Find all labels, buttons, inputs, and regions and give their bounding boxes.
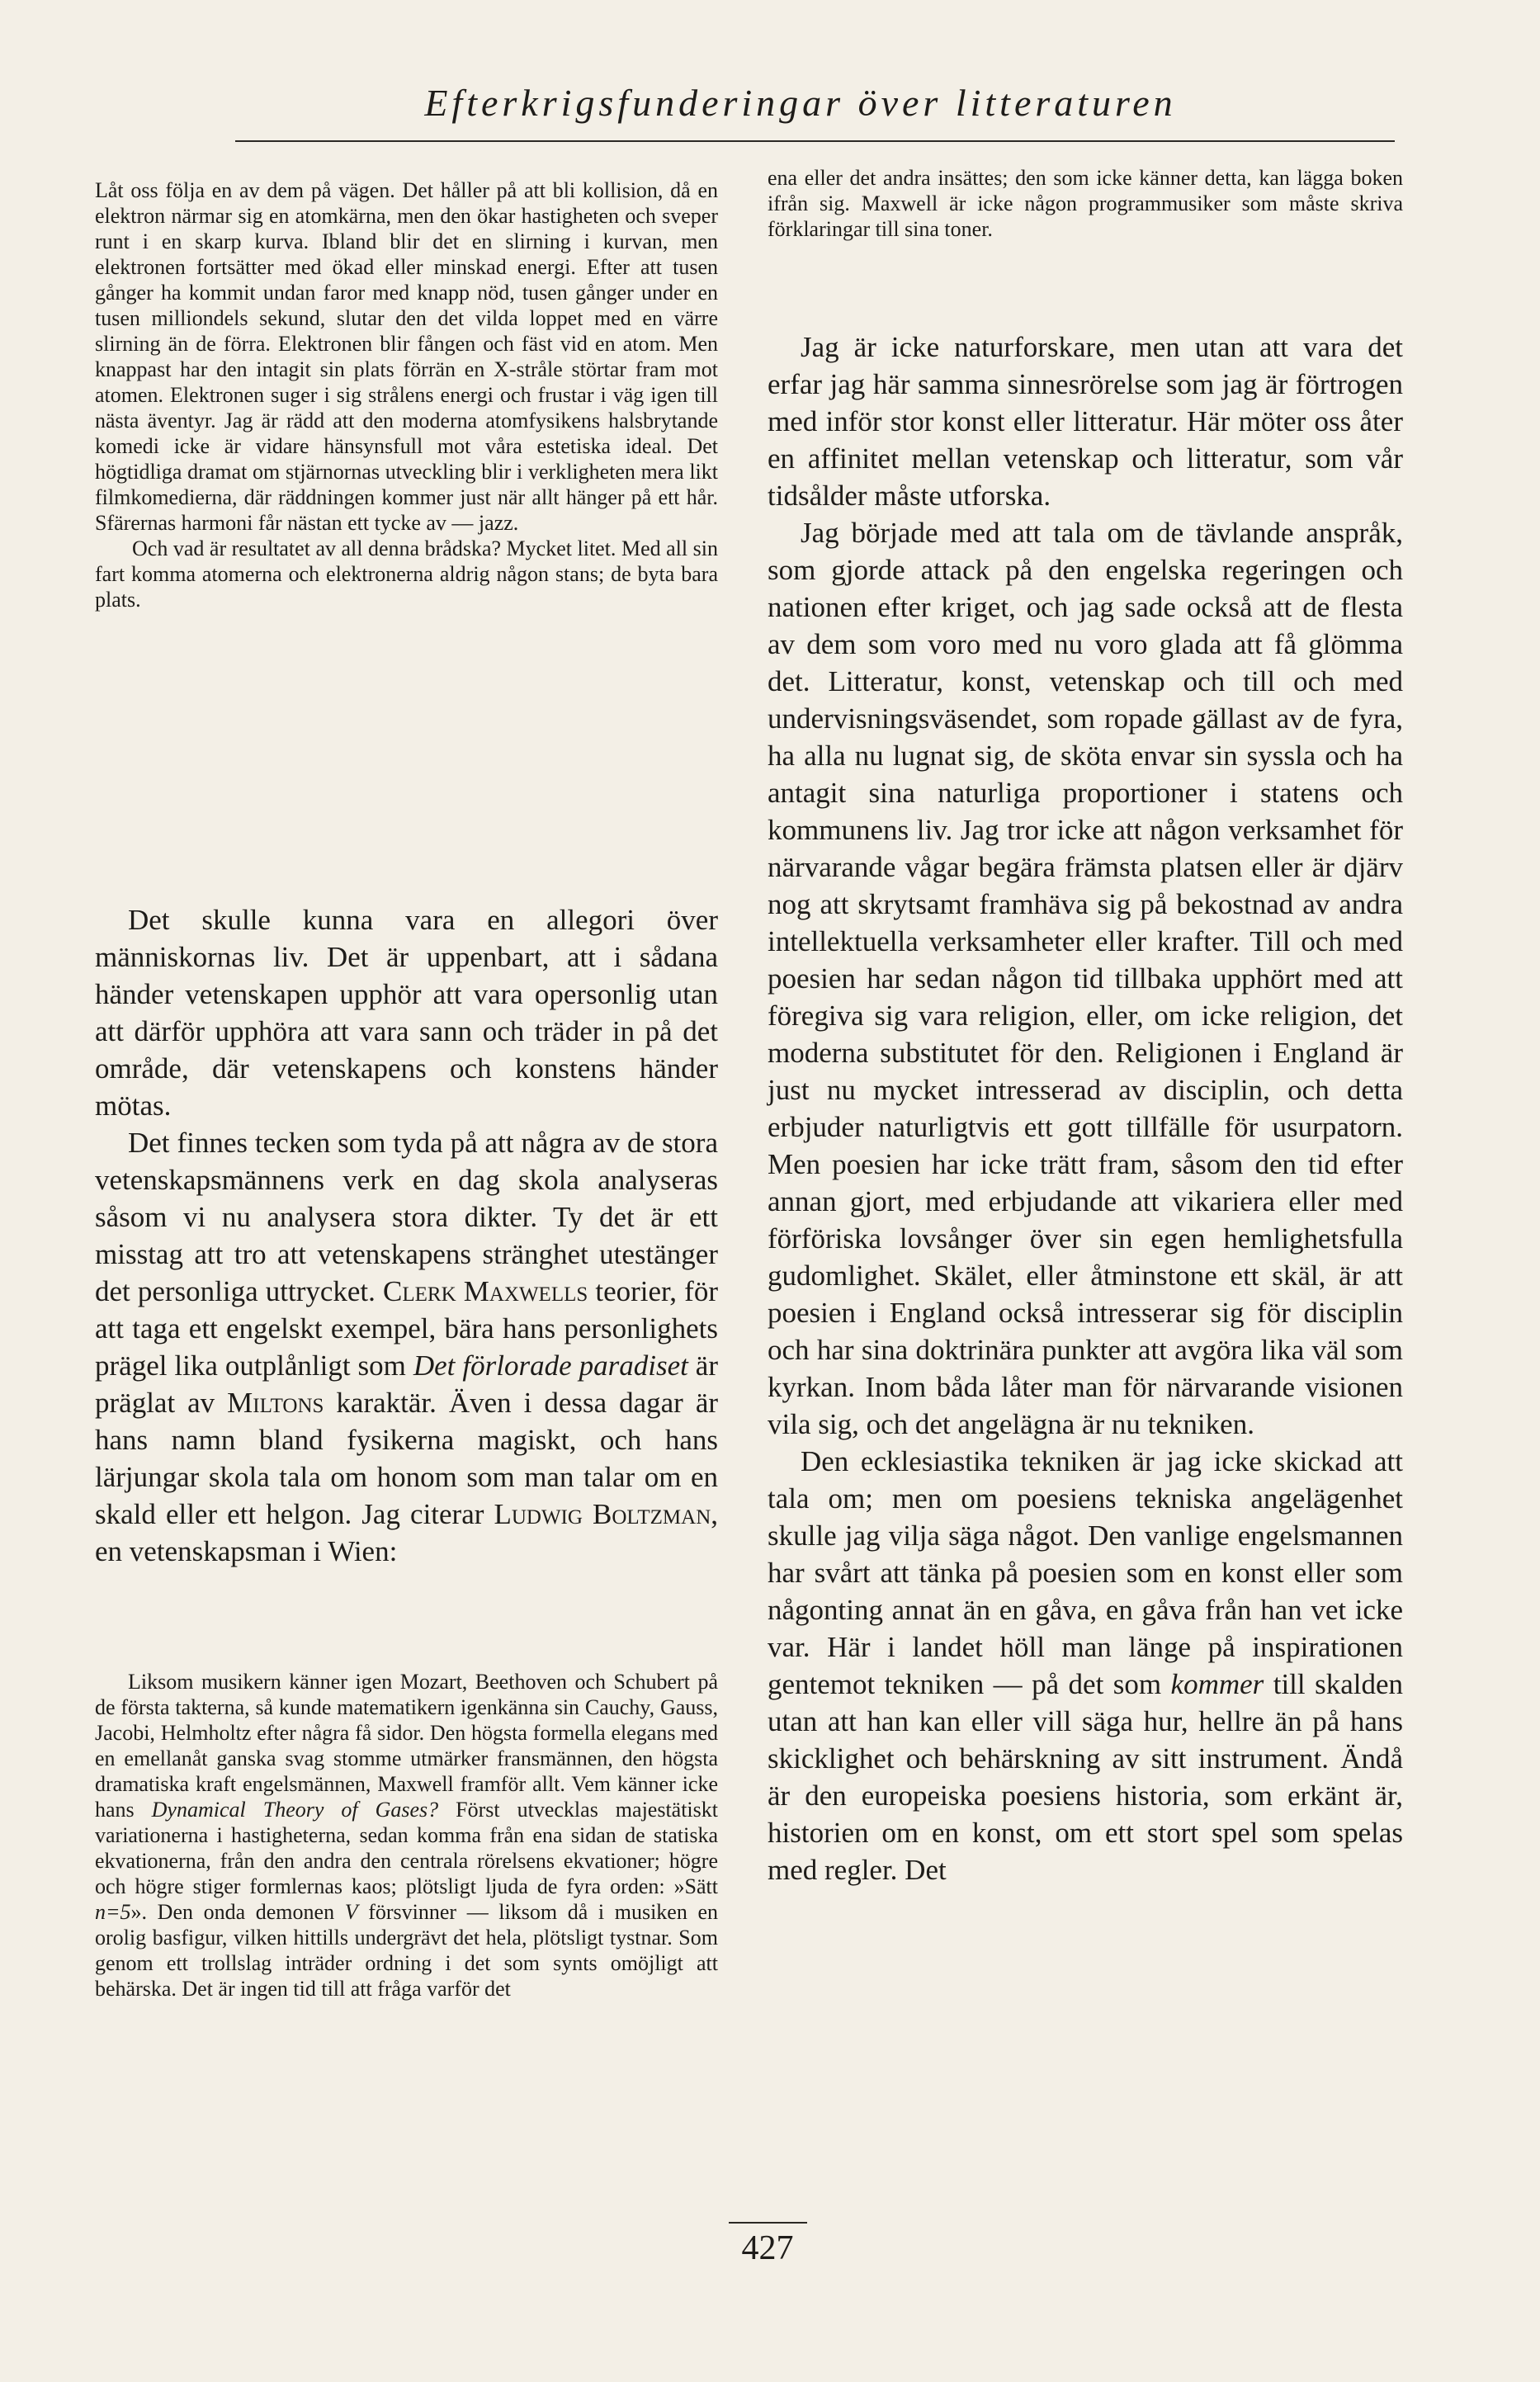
text-run: ». Den onda demonen <box>130 1900 345 1924</box>
text-run: karaktär. Även i dessa dagar är hans namn bland fysikerna magiskt, och hans lärjungar skola tala om honom som man talar om en skald eller ett helgon. Jag citerar <box>95 1387 719 1530</box>
paragraph: Och vad är resultatet av all denna brådska? Mycket litet. Med all sin fart komma atomerna och elektronerna aldrig någon stans; de byta bara plats. <box>95 536 718 612</box>
block-quote <box>95 1669 718 2002</box>
author-name: Clerk Maxwells <box>383 1275 588 1307</box>
footer-rule <box>729 2222 807 2224</box>
book-title: Dynamical Theory of Gases? <box>151 1798 439 1822</box>
variable: V <box>344 1900 358 1924</box>
text-run: är präglat av <box>95 1349 719 1419</box>
author-name: Ludwig Boltzman <box>494 1498 711 1530</box>
book-title: Det förlorade paradiset <box>413 1349 688 1382</box>
emphasis: kommer <box>1170 1668 1264 1700</box>
text-run: Det finnes tecken som tyda på att några av de stora vetenskapsmännens verk en dag skola analyseras såsom vi nu analysera stora dikter. Ty det är ett misstag att tro att vetenskapens stränghet utestänger det personliga uttrycket. <box>95 1127 718 1307</box>
text-run: Först utvecklas majestätiskt variationerna i hastigheterna, sedan komma från ena sidan de statiska ekvationerna, från den andra den centrala rörelsens ekvationer; högre och högre stiger formlernas kaos; plötsligt ljuda de fyra orden: »Sätt <box>95 1798 719 1898</box>
paragraph: Låt oss följa en av dem på vägen. Det håller på att bli kollision, då en elektron närmar sig en atomkärna, men den ökar hastigheten och sveper runt i en skarp kurva. Ibland blir det en slirning i kurvan, men elektronen fortsätter med ökad eller minskad energi. Efter att tusen gånger ha kommit undan faror med knapp nöd, tusen gånger under en tusen milliondels sekund, slutar den det vilda loppet med en värre slirning än de förra. Elektronen blir fången och fäst vid en atom. Men knappast har den intagit sin plats förrän en X-stråle störtar fram mot atomen. Elektronen suger i sig strålens energi och frustar i väg igen till nästa äventyr. Jag är rädd att den moderna atomfysikens halsbrytande komedi icke är vidare hänsynsfull mot våra estetiska ideal. Det högtidliga dramat om stjärnornas utveckling blir i verkligheten mera likt filmkomedierna, där räddningen kommer just när allt hänger på ett hår. Sfärernas harmoni får nästan ett tycke av — jazz. <box>95 178 718 535</box>
text-run: Liksom musikern känner igen Mozart, Beethoven och Schubert på de första takterna, så kunde matematikern igenkänna sin Cauchy, Gauss, Jacobi, Helmholtz efter några få sidor. Den högsta formella elegans med en emellanåt ganska svag stomme utmärker fransmännen, den högsta dramatiska kraft engelsmännen, Maxwell framför allt. Vem känner icke hans <box>95 1670 718 1822</box>
paragraph: Jag började med att tala om de tävlande anspråk, som gjorde attack på den engelska regeringen och nationen efter kriget, och jag sade också att de flesta av dem som voro med nu voro glada att få glömma det. Litteratur, konst, vetenskap och till och med undervisningsväsendet, som ropade gällast av de fyra, ha alla nu lugnat sig, de sköta envar sin syssla och ha antagit sina naturliga proportioner i statens och kommunens liv. Jag tror icke att någon verksamhet för närvarande vågar begära främsta platsen eller är djärv nog att skrytsamt framhäva sig på bekostnad av andra intellektuella verksamheter eller krafter. Till och med poesien har sedan någon tid tillbaka upphört med att föregiva sig vara religion, eller, om icke religion, det moderna substitutet för den. Religionen i England är just nu mycket intresserad av disciplin, och detta erbjuder naturligtvis ett gott tillfälle för usurpatorn. Men poesien har icke trätt fram, såsom den tid efter annan gjort, med erbjudande att vikariera eller med förföriska lovsånger över sin egen hemlighetsfulla gudomlighet. Skälet, eller åtminstone ett skäl, är att poesien i England också intresserar sig för disciplin och har sina doktrinära punkter att avgöra lika väl som kyrkan. Inom båda låter man för närvarande visionen vila sig, och det angelägna är nu tekniken. <box>768 517 1403 1440</box>
paragraph <box>768 1443 1403 1888</box>
paragraph: Det skulle kunna vara en allegori över människornas liv. Det är uppenbart, att i sådana händer vetenskapen upphör att vara opersonlig utan att därför upphöra att vara sann och träder in på det område, där vetenskapens och konstens händer mötas. <box>95 904 718 1122</box>
header-rule <box>235 140 1395 142</box>
left-column-main-text <box>95 901 718 1570</box>
left-column-small-text <box>95 177 718 612</box>
paragraph: Jag är icke naturforskare, men utan att vara det erfar jag här samma sinnesrörelse som jag är förtrogen med inför stor konst eller litteratur. Här möter oss åter en affinitet mellan vetenskap och litteratur, som vår tidsålder måste utforska. <box>768 331 1403 512</box>
page-number: 427 <box>741 2229 794 2267</box>
text-run: Den ecklesiastika tekniken är jag icke skickad att tala om; men om poesiens tekniska angelägenhet skulle jag vilja säga något. Den vanlige engelsmannen har svårt att tänka på poesien som en konst eller som någonting annat än en gåva, en gåva från han vet icke var. Här i landet höll man länge på inspirationen gentemot tekniken — på det som <box>768 1445 1403 1700</box>
right-column-main-text <box>768 328 1403 1888</box>
right-column-small-text <box>768 165 1403 242</box>
paragraph: ena eller det andra insättes; den som icke känner detta, kan lägga boken ifrån sig. Maxwell är icke någon programmusiker som måste skriva förklaringar till sina toner. <box>768 166 1403 241</box>
text-run: teorier, för att taga ett engelskt exempel, bära hans personlighets prägel lika outplånligt som <box>95 1275 718 1382</box>
paragraph <box>95 1124 718 1570</box>
formula: n=5 <box>95 1900 131 1924</box>
text-run: försvinner — liksom då i musiken en orolig basfigur, vilken hittills undergrävt det hela, plötsligt tystnar. Som genom ett trollslag inträder ordning i det som synts omöjligt att behärska. Det är ingen tid till att fråga varför det <box>95 1900 718 2001</box>
text-run: , en vetenskapsman i Wien: <box>95 1498 719 1567</box>
author-name: Miltons <box>227 1387 324 1419</box>
running-header: Efterkrigsfunderingar över litteraturen <box>424 82 1177 124</box>
text-run: till skalden utan att han kan eller vill säga hur, hellre än på hans skicklighet och behärskning av sitt instrument. Ändå är den europeiska poesiens historia, som erkänt är, historien om en konst, om ett stort spel som spelas med regler. Det <box>768 1668 1403 1886</box>
